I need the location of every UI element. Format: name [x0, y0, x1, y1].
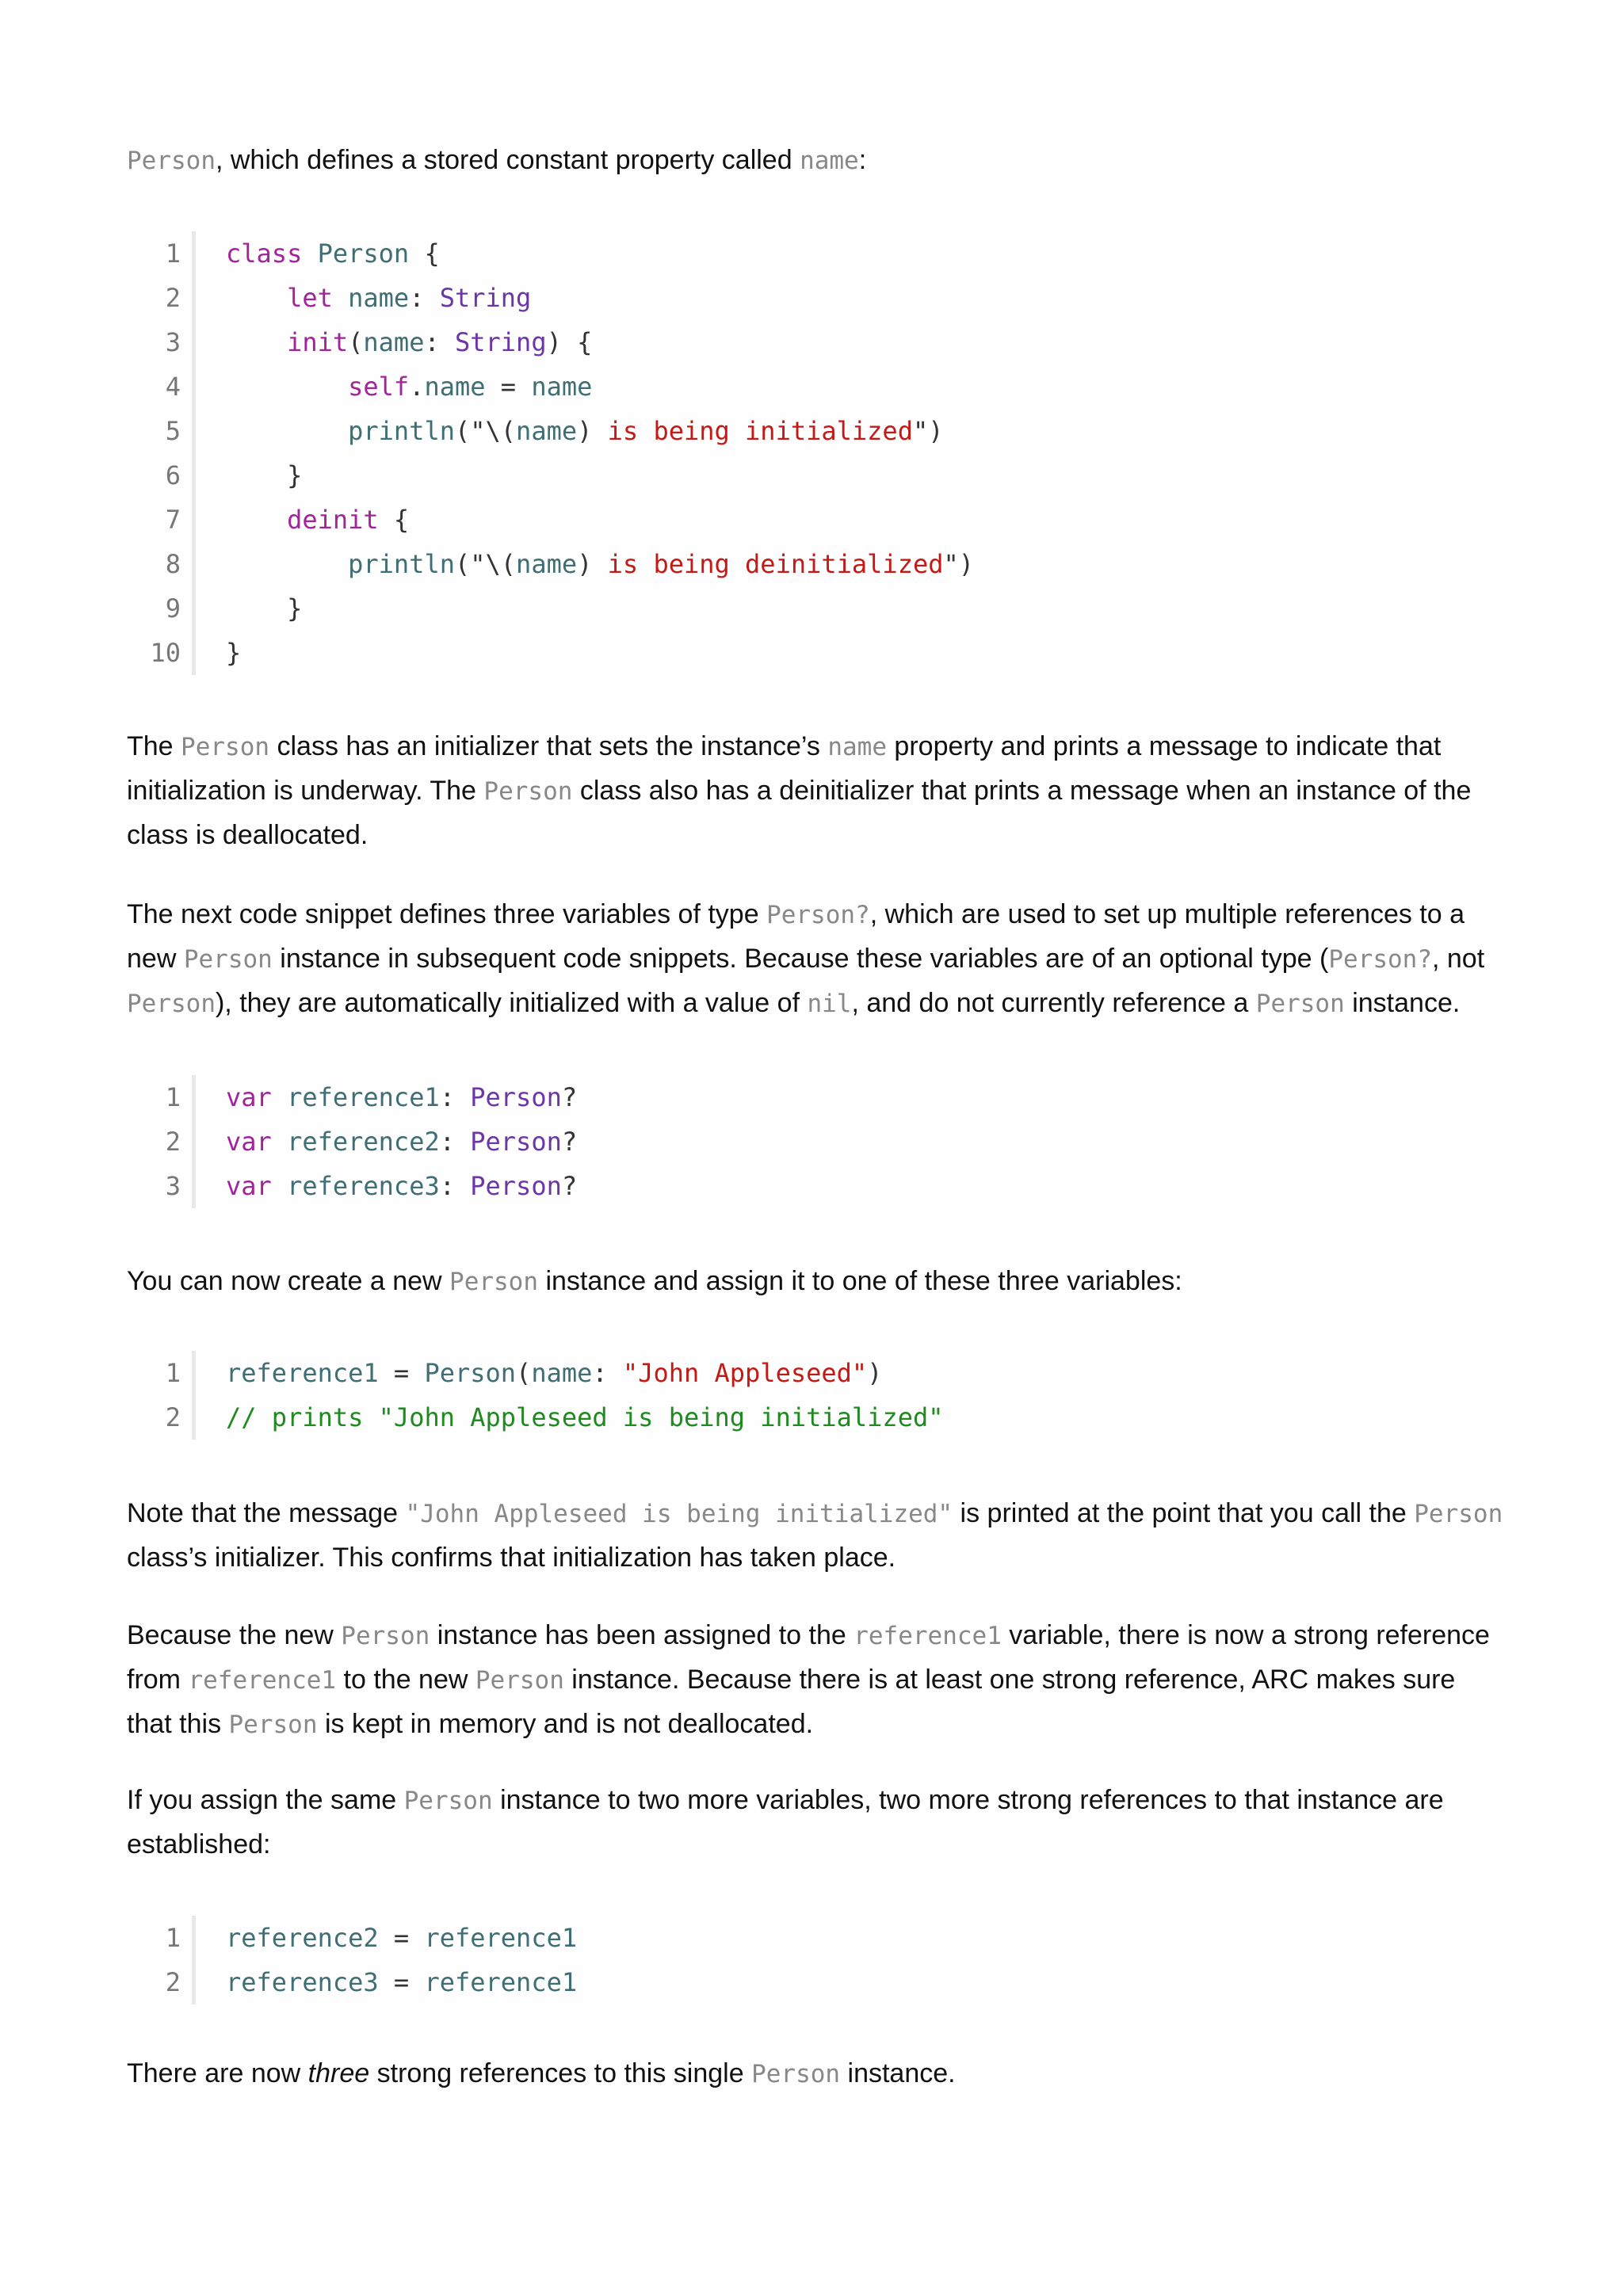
line-number: 10 [127, 631, 196, 675]
paragraph-person-class [127, 725, 1506, 857]
inline-code: nil [807, 990, 852, 1018]
inline-code: Person? [1328, 945, 1432, 974]
code-block-assign [127, 1351, 1506, 1440]
code-token: : [439, 1171, 471, 1201]
inline-code: Person [1414, 1500, 1503, 1528]
code-token: : [592, 1358, 623, 1388]
code-line [127, 320, 1506, 364]
code-token: // prints "John Appleseed is being initialized" [226, 1402, 944, 1432]
code-token [226, 549, 348, 579]
code-token: reference1 [424, 1923, 578, 1953]
code-token [272, 1171, 287, 1201]
code-token: class [226, 238, 303, 269]
intro-paragraph [127, 139, 1506, 183]
inline-code: Person [475, 1666, 564, 1695]
text-span: , which defines a stored constant property called [215, 145, 800, 175]
code-token: } [226, 593, 303, 624]
inline-code: Person [751, 2060, 841, 2088]
inline-code: "John Appleseed is being initialized" [405, 1500, 953, 1528]
inline-code: Person [449, 1268, 539, 1296]
code-text [196, 276, 531, 320]
code-token: is being initialized [592, 416, 913, 446]
code-token: : [409, 283, 440, 313]
code-line [127, 498, 1506, 542]
code-token: self [348, 372, 410, 402]
code-block-person-class [127, 231, 1506, 675]
code-token: ? [561, 1127, 578, 1157]
code-text [196, 1960, 577, 2004]
text-span: instance has been assigned to the [430, 1620, 854, 1650]
code-token: ) [867, 1358, 883, 1388]
code-token: ? [561, 1082, 578, 1112]
code-token: println [348, 416, 455, 446]
inline-code: Person [403, 1787, 493, 1815]
code-text [196, 453, 302, 498]
line-number: 4 [127, 364, 196, 409]
code-token: = [378, 1358, 425, 1388]
code-token: name [516, 416, 578, 446]
paragraph-two-more-references [127, 1779, 1506, 1867]
code-token: name [531, 1358, 593, 1388]
text-span: class also has a deinitializer that prints a message when an instance of the class is deallocated. [127, 776, 1472, 850]
code-token: reference2 [226, 1923, 379, 1953]
code-token: var [226, 1127, 272, 1157]
code-token: : [439, 1127, 471, 1157]
text-span: strong references to this single [369, 2058, 752, 2088]
code-line [127, 1075, 1506, 1119]
code-text [196, 231, 440, 276]
code-text [196, 1395, 943, 1440]
code-line [127, 586, 1506, 631]
text-span: You can now create a new [127, 1266, 450, 1296]
text-span: instance. [1344, 988, 1461, 1018]
code-token: reference1 [424, 1967, 578, 1997]
code-text [196, 409, 943, 453]
text-span: The next code snippet defines three variables of type [127, 899, 767, 929]
code-token: name [363, 327, 425, 357]
text-span: instance. [840, 2058, 956, 2088]
code-token: { [378, 505, 410, 535]
inline-code: Person [181, 733, 270, 761]
text-span: instance. Because there is at least one strong reference, ARC makes sure that this [127, 1665, 1456, 1739]
line-number: 1 [127, 231, 196, 276]
code-token [333, 283, 348, 313]
code-text [196, 364, 592, 409]
code-token: : [439, 1082, 471, 1112]
code-token: var [226, 1082, 272, 1112]
code-token: ) [577, 549, 593, 579]
code-text [196, 1119, 577, 1164]
code-token [226, 416, 348, 446]
line-number: 7 [127, 498, 196, 542]
inline-code: Person [127, 147, 216, 175]
code-token: name [531, 372, 593, 402]
text-span: property and prints a message to indicate that initialization is underway. The [127, 731, 1442, 806]
inline-code: Person [183, 945, 273, 974]
text-span: instance in subsequent code snippets. Because these variables are of an optional type ( [272, 944, 1329, 974]
paragraph-create-instance [127, 1260, 1506, 1304]
code-text [196, 586, 302, 631]
code-text [196, 1351, 882, 1395]
code-token: name [348, 283, 410, 313]
line-number: 2 [127, 1119, 196, 1164]
code-line [127, 1119, 1506, 1164]
code-token: name [424, 372, 486, 402]
code-text [196, 1164, 577, 1208]
code-token: Person [470, 1171, 562, 1201]
code-line [127, 453, 1506, 498]
code-line [127, 364, 1506, 409]
text-span: : [858, 145, 867, 175]
inline-code: Person [341, 1622, 430, 1650]
code-token: reference3 [226, 1967, 379, 1997]
text-span: Note that the message [127, 1498, 406, 1528]
code-token: var [226, 1171, 272, 1201]
code-token: String [454, 327, 547, 357]
code-token: name [516, 549, 578, 579]
code-line [127, 1351, 1506, 1395]
code-token: reference1 [287, 1082, 440, 1112]
code-text [196, 1916, 577, 1960]
line-number: 2 [127, 1395, 196, 1440]
code-token [226, 372, 348, 402]
code-line [127, 276, 1506, 320]
code-block-more-references [127, 1916, 1506, 2004]
inline-code: reference1 [854, 1622, 1002, 1650]
code-token: init [287, 327, 349, 357]
line-number: 2 [127, 1960, 196, 2004]
line-number: 2 [127, 276, 196, 320]
line-number: 1 [127, 1075, 196, 1119]
text-span: , which are used to set up multiple references to a new [127, 899, 1465, 974]
code-token: let [287, 283, 333, 313]
code-token: ) [577, 416, 593, 446]
text-span: to the new [336, 1665, 475, 1695]
inline-code: name [800, 147, 859, 175]
code-token: : [424, 327, 455, 357]
paragraph-three-references [127, 2052, 1506, 2096]
code-line [127, 1395, 1506, 1440]
text-span: class has an initializer that sets the instance’s [269, 731, 828, 761]
code-text [196, 498, 409, 542]
line-number: 1 [127, 1351, 196, 1395]
code-token: println [348, 549, 455, 579]
code-token: Person [470, 1082, 562, 1112]
inline-code: Person [1255, 990, 1345, 1018]
text-span: is printed at the point that you call the [953, 1498, 1415, 1528]
inline-code: Person [483, 777, 573, 806]
text-span: Because the new [127, 1620, 342, 1650]
code-token: Person [317, 238, 410, 269]
code-token [226, 283, 287, 313]
code-text [196, 320, 592, 364]
code-token: { [409, 238, 440, 269]
code-token: ? [561, 1171, 578, 1201]
line-number: 3 [127, 1164, 196, 1208]
code-token: ") [912, 416, 944, 446]
line-number: 3 [127, 320, 196, 364]
code-text [196, 1075, 577, 1119]
code-token: ) { [546, 327, 593, 357]
inline-code: name [827, 733, 887, 761]
code-token: reference2 [287, 1127, 440, 1157]
code-token: } [226, 638, 242, 668]
text-span: There are now [127, 2058, 308, 2088]
text-span: The [127, 731, 181, 761]
code-token: "John Appleseed" [622, 1358, 868, 1388]
code-line [127, 1916, 1506, 1960]
text-span: ), they are automatically initialized with a value of [215, 988, 808, 1018]
code-line [127, 1164, 1506, 1208]
code-token [226, 327, 287, 357]
code-token [226, 505, 287, 535]
inline-code: Person [228, 1711, 318, 1739]
text-span: , not [1432, 944, 1485, 974]
code-token: = [485, 372, 532, 402]
code-block-variables [127, 1075, 1506, 1208]
paragraph-initialized-message [127, 1492, 1506, 1580]
code-line [127, 231, 1506, 276]
paragraph-optional-variables [127, 893, 1506, 1026]
code-token: reference3 [287, 1171, 440, 1201]
inline-code: reference1 [188, 1666, 337, 1695]
code-token: ") [943, 549, 975, 579]
code-token: ( [516, 1358, 532, 1388]
text-span: If you assign the same [127, 1785, 404, 1815]
code-token [272, 1127, 287, 1157]
text-span: class’s initializer. This confirms that initialization has taken place. [127, 1543, 896, 1573]
code-token: } [226, 460, 303, 490]
code-line [127, 631, 1506, 675]
text-span: instance to two more variables, two more strong references to that instance are established: [127, 1785, 1444, 1859]
text-span: , and do not currently reference a [851, 988, 1256, 1018]
code-token [272, 1082, 287, 1112]
code-line [127, 1960, 1506, 2004]
code-text [196, 542, 974, 586]
inline-code: Person? [766, 901, 870, 929]
text-span: instance and assign it to one of these three variables: [538, 1266, 1182, 1296]
code-token: reference1 [226, 1358, 379, 1388]
code-token: ("\( [454, 549, 517, 579]
line-number: 6 [127, 453, 196, 498]
emphasis-text: three [307, 2058, 370, 2088]
line-number: 1 [127, 1916, 196, 1960]
paragraph-strong-reference [127, 1614, 1506, 1747]
code-line [127, 409, 1506, 453]
code-token: ("\( [454, 416, 517, 446]
code-token: ( [348, 327, 364, 357]
code-token: = [378, 1967, 425, 1997]
code-text [196, 631, 241, 675]
text-span: variable, there is now a strong reference from [127, 1620, 1490, 1695]
code-token [302, 238, 317, 269]
code-token: String [439, 283, 532, 313]
line-number: 8 [127, 542, 196, 586]
code-token: Person [424, 1358, 517, 1388]
code-token: = [378, 1923, 425, 1953]
code-token: deinit [287, 505, 379, 535]
inline-code: Person [127, 990, 216, 1018]
line-number: 5 [127, 409, 196, 453]
code-token: Person [470, 1127, 562, 1157]
code-token: . [409, 372, 425, 402]
text-span: is kept in memory and is not deallocated. [317, 1709, 814, 1739]
code-token: is being deinitialized [592, 549, 944, 579]
line-number: 9 [127, 586, 196, 631]
code-line [127, 542, 1506, 586]
